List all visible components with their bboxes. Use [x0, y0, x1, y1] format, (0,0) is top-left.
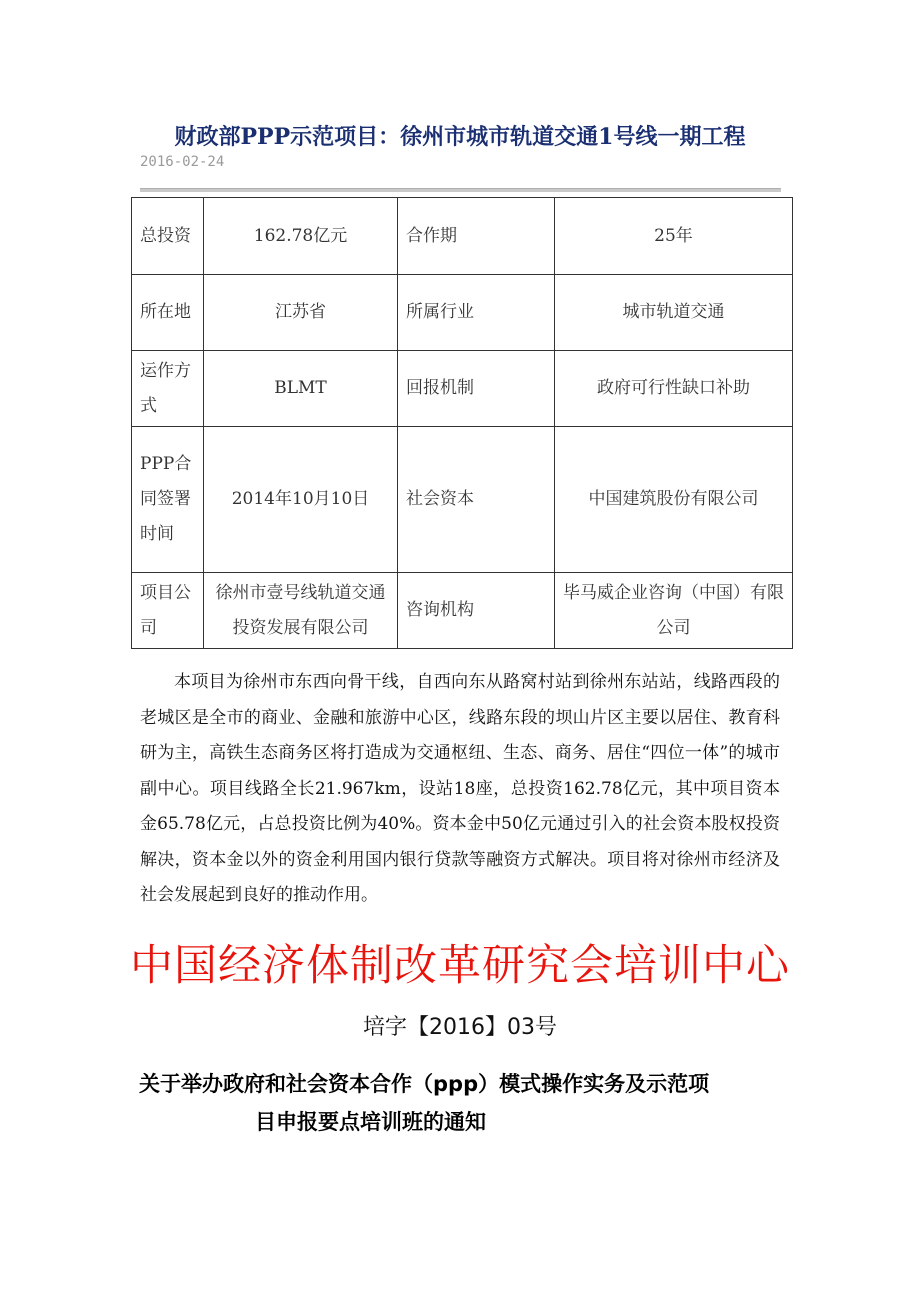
title-divider	[140, 188, 781, 192]
table-value: 毕马威企业咨询（中国）有限公司	[555, 573, 793, 649]
table-key: 回报机制	[398, 351, 555, 427]
table-row	[132, 351, 793, 427]
table-key: 咨询机构	[398, 573, 555, 649]
table-key: 社会资本	[398, 427, 555, 573]
notice-title-line-1: 关于举办政府和社会资本合作（ppp）模式操作实务及示范项	[139, 1072, 710, 1096]
table-value: 政府可行性缺口补助	[555, 351, 793, 427]
table-key: 项目公司	[132, 573, 204, 649]
notice-title	[135, 1065, 795, 1141]
notice-title-line-2: 目申报要点培训班的通知	[255, 1110, 486, 1134]
table-row	[132, 427, 793, 573]
table-key: 所在地	[132, 275, 204, 351]
table-value: 中国建筑股份有限公司	[555, 427, 793, 573]
table-value: 25年	[555, 198, 793, 275]
project-description: 本项目为徐州市东西向骨干线，自西向东从路窝村站到徐州东站站，线路西段的老城区是全市的商业、金融和旅游中心区，线路东段的坝山片区主要以居住、教育科研为主，高铁生态商务区将打造成为交通枢纽、生态、商务、居住“四位一体”的城市副中心。项目线路全长21.967km，设站18座，总投资162.78亿元，其中项目资本金65.78亿元，占总投资比例为40%。资本金中50亿元通过引入的社会资本股权投资解决，资本金以外的资金利用国内银行贷款等融资方式解决。项目将对徐州市经济及社会发展起到良好的推动作用。	[140, 672, 780, 905]
table-value: 162.78亿元	[204, 198, 398, 275]
article-title: 财政部PPP示范项目：徐州市城市轨道交通1号线一期工程	[174, 124, 746, 150]
table-key: PPP合同签署时间	[132, 427, 204, 573]
table-key: 总投资	[132, 198, 204, 275]
table-key: 所属行业	[398, 275, 555, 351]
table-value: 城市轨道交通	[555, 275, 793, 351]
table-value: 江苏省	[204, 275, 398, 351]
project-info-table	[131, 197, 793, 649]
table-row	[132, 275, 793, 351]
organization-heading: 中国经济体制改革研究会培训中心	[130, 941, 790, 991]
table-key: 合作期	[398, 198, 555, 275]
table-value: BLMT	[204, 351, 398, 427]
table-value: 2014年10月10日	[204, 427, 398, 573]
table-row	[132, 198, 793, 275]
article-date: 2016-02-24	[140, 154, 225, 170]
table-row	[132, 573, 793, 649]
table-key: 运作方式	[132, 351, 204, 427]
table-value: 徐州市壹号线轨道交通投资发展有限公司	[204, 573, 398, 649]
document-number: 培字【2016】03号	[363, 1015, 557, 1040]
